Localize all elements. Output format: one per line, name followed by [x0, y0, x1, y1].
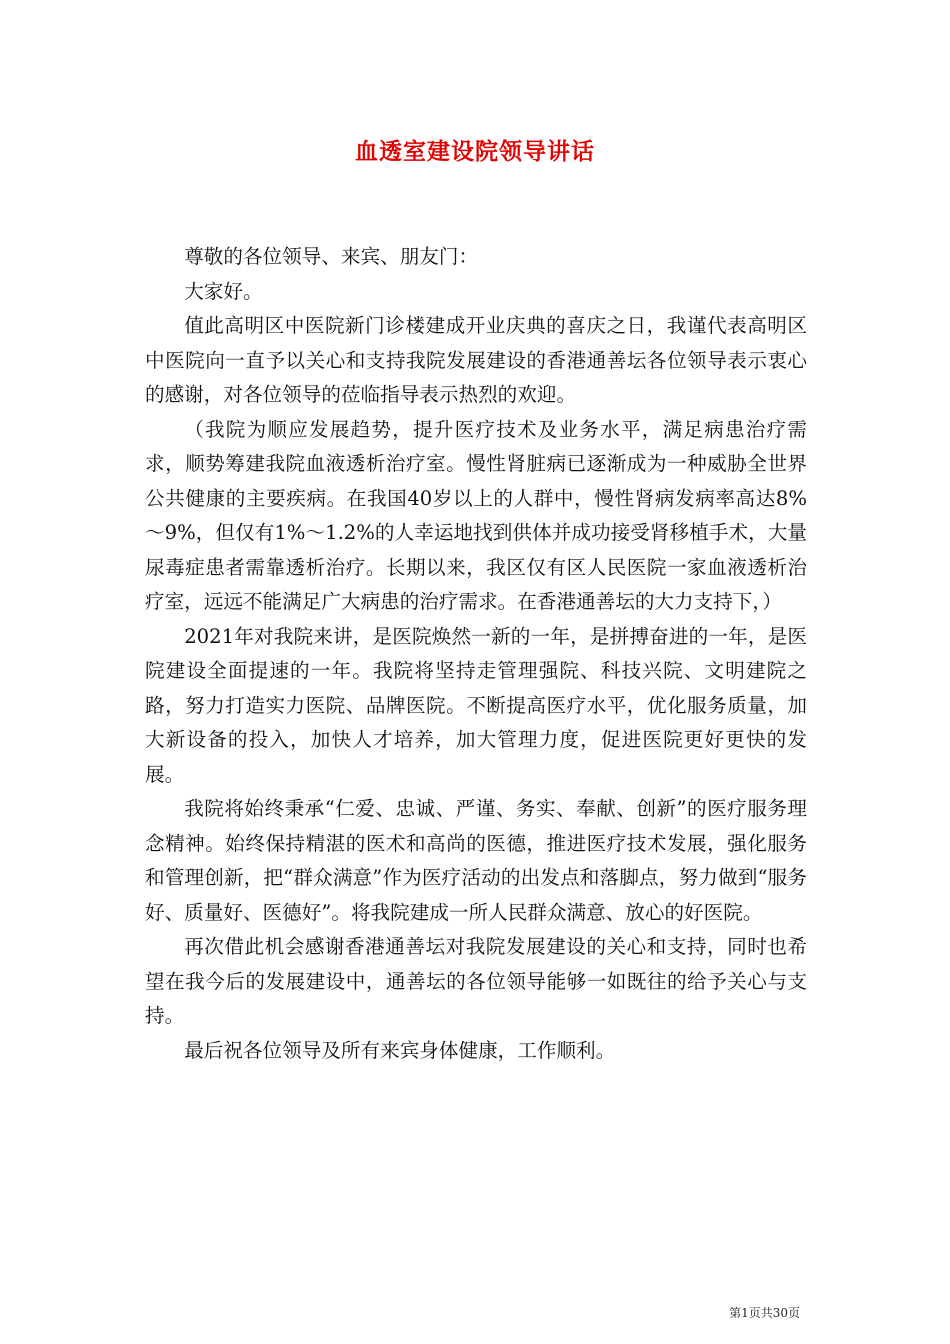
paragraph: 值此高明区中医院新门诊楼建成开业庆典的喜庆之日，我谨代表高明区中医院向一直予以关心和支持我院发展建设的香港通善坛各位领导表示衷心的感谢，对各位领导的莅临指导表示热烈的欢迎。: [145, 314, 807, 406]
paragraph: 我院将始终秉承“仁爱、忠诚、严谨、务实、奉献、创新”的医疗服务理念精神。始终保持精湛的医术和高尚的医德，推进医疗技术发展，强化服务和管理创新，把“群众满意”作为医疗活动的出发点和落脚点，努力做到“服务好、质量好、医德好”。将我院建成一所人民群众满意、放心的好医院。: [145, 797, 807, 924]
page-number: 第1页共30页: [729, 1306, 800, 1320]
salutation: 尊敬的各位领导、来宾、朋友门：: [184, 245, 479, 268]
paragraph: 2021年对我院来讲，是医院焕然一新的一年，是拼搏奋进的一年，是医院建设全面提速的一年。我院将坚持走管理强院、科技兴院、文明建院之路，努力打造实力医院、品牌医院。不断提高医疗水平，优化服务质量，加大新设备的投入，加快人才培养，加大管理力度，促进医院更好更快的发展。: [145, 624, 807, 786]
paragraph: 再次借此机会感谢香港通善坛对我院发展建设的关心和支持，同时也希望在我今后的发展建设中，通善坛的各位领导能够一如既往的给予关心与支持。: [145, 935, 807, 1027]
document-title: 血透室建设院领导讲话: [355, 138, 595, 165]
greeting: 大家好。: [184, 279, 263, 303]
paragraph: （我院为顺应发展趋势，提升医疗技术及业务水平，满足病患治疗需求，顺势筹建我院血液透析治疗室。慢性肾脏病已逐渐成为一种威胁全世界公共健康的主要疾病。在我国40岁以上的人群中，慢性肾病发病率高达8%～9%，但仅有1%～1.2%的人幸运地找到供体并成功接受肾移植手术，大量尿毒症患者需靠透析治疗。长期以来，我区仅有区人民医院一家血液透析治疗室，远远不能满足广大病患的治疗需求。在香港通善坛的大力支持下，）: [145, 417, 807, 613]
closing-wish: 最后祝各位领导及所有来宾身体健康，工作顺利。: [184, 1038, 616, 1062]
document-body: [145, 240, 807, 1068]
